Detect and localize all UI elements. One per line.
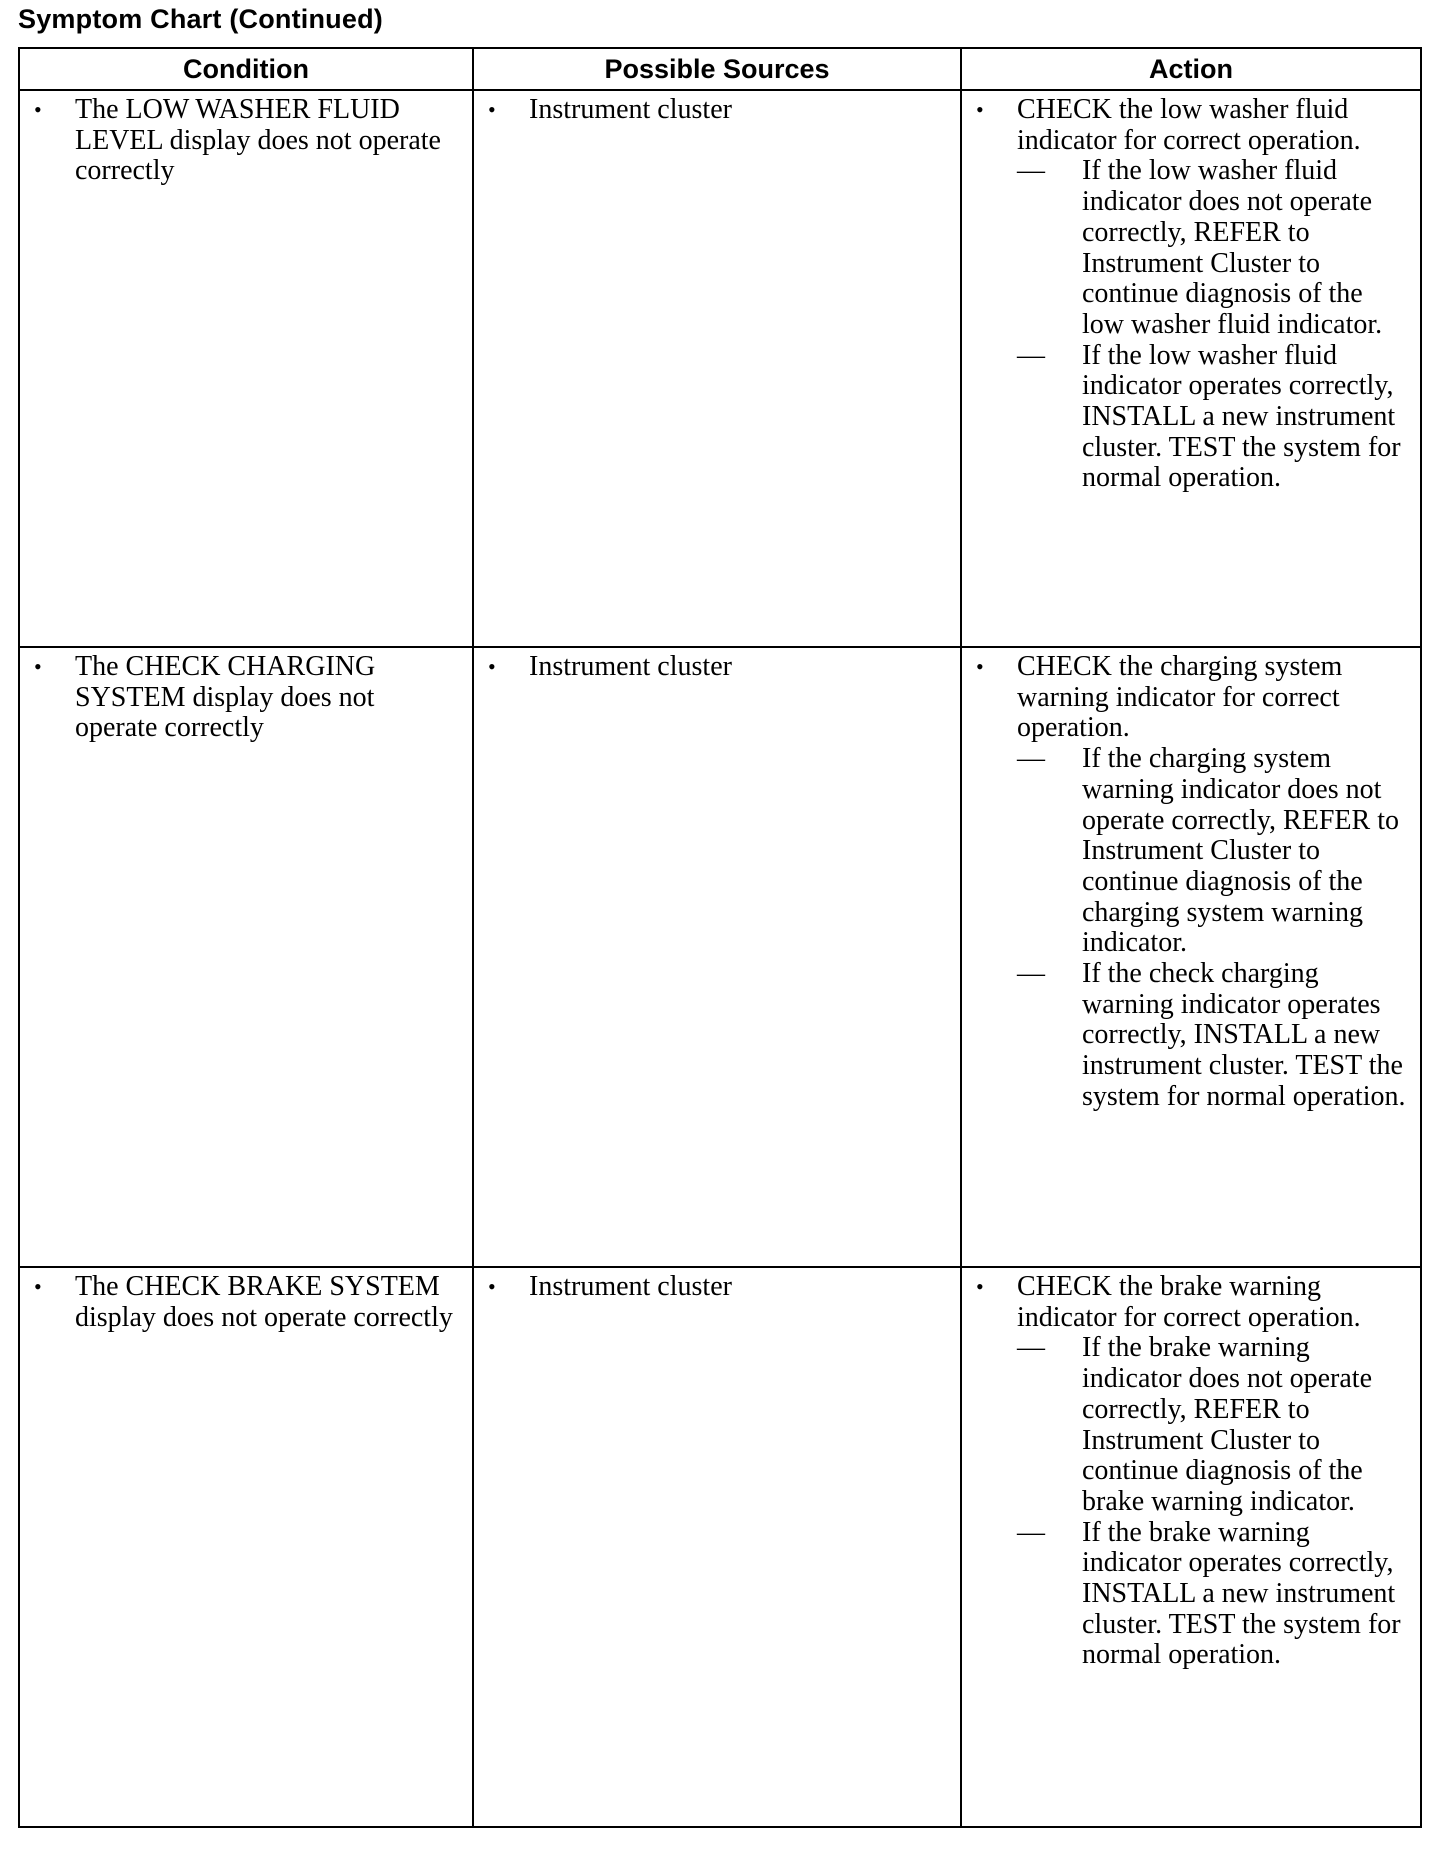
dash-icon: — [1017,1516,1045,1548]
condition-cell [19,1267,473,1827]
condition-item [30,652,462,744]
bullet-icon: • [488,654,496,679]
action-subitem-text: If the low washer fluid indicator operates correctly, INSTALL a new instrument cluster. TEST the system for normal operation. [1082,339,1401,494]
action-main-text: CHECK the brake warning indicator for correct operation. [1017,1271,1361,1333]
source-item [484,652,950,683]
bullet-icon: • [976,654,984,679]
bullet-icon: • [488,1274,496,1299]
condition-text: The LOW WASHER FLUID LEVEL display does not operate correctly [75,94,441,187]
action-subitem [1017,744,1410,959]
condition-text: The CHECK CHARGING SYSTEM display does not operate correctly [75,651,376,744]
dash-icon: — [1017,958,1045,990]
source-text: Instrument cluster [529,651,732,682]
bullet-icon: • [976,97,984,122]
action-item [972,1272,1410,1671]
condition-cell [19,90,473,647]
action-main-text: CHECK the low washer fluid indicator for correct operation. [1017,94,1361,156]
action-subitem-text: If the low washer fluid indicator does not operate correctly, REFER to Instrument Cluster to continue diagnosis of the low washer fluid indicator. [1082,155,1383,340]
dash-icon: — [1017,1332,1045,1364]
condition-item [30,1272,462,1333]
bullet-icon: • [34,1274,42,1299]
table-row [19,647,1421,1267]
action-cell [961,647,1421,1267]
source-item [484,95,950,126]
bullet-icon: • [488,97,496,122]
dash-icon: — [1017,743,1045,775]
source-item [484,1272,950,1303]
header-possible-sources: Possible Sources [473,48,961,90]
action-item [972,95,1410,494]
action-subitem-text: If the charging system warning indicator does not operate correctly, REFER to Instrument Cluster to continue diagnosis of the charging system warning indicator. [1082,743,1399,959]
source-cell [473,90,961,647]
action-subitem [1017,959,1410,1113]
bullet-icon: • [34,97,42,122]
source-cell [473,1267,961,1827]
bullet-icon: • [976,1274,984,1299]
condition-item [30,95,462,187]
action-cell [961,1267,1421,1827]
action-subitem-text: If the brake warning indicator operates correctly, INSTALL a new instrument cluster. TEST the system for normal operation. [1082,1516,1401,1671]
action-subitem [1017,341,1410,495]
action-subitem-text: If the check charging warning indicator operates correctly, INSTALL a new instrument cluster. TEST the system for normal operation. [1082,958,1406,1112]
dash-icon: — [1017,155,1045,187]
page-title: Symptom Chart (Continued) [18,4,383,34]
condition-text: The CHECK BRAKE SYSTEM display does not operate correctly [75,1271,453,1333]
header-row [19,48,1421,90]
source-text: Instrument cluster [529,94,732,125]
symptom-table [18,47,1422,1828]
action-main-text: CHECK the charging system warning indicator for correct operation. [1017,651,1343,744]
action-cell [961,90,1421,647]
action-subitem [1017,156,1410,340]
table-row [19,1267,1421,1827]
condition-cell [19,647,473,1267]
action-subitem [1017,1333,1410,1517]
bullet-icon: • [34,654,42,679]
action-item [972,652,1410,1113]
dash-icon: — [1017,339,1045,371]
header-condition: Condition [19,48,473,90]
action-subitem [1017,1518,1410,1672]
table-row [19,90,1421,647]
source-text: Instrument cluster [529,1271,732,1302]
action-subitem-text: If the brake warning indicator does not operate correctly, REFER to Instrument Cluster to continue diagnosis of the brake warning indicator. [1082,1332,1373,1517]
header-action: Action [961,48,1421,90]
source-cell [473,647,961,1267]
